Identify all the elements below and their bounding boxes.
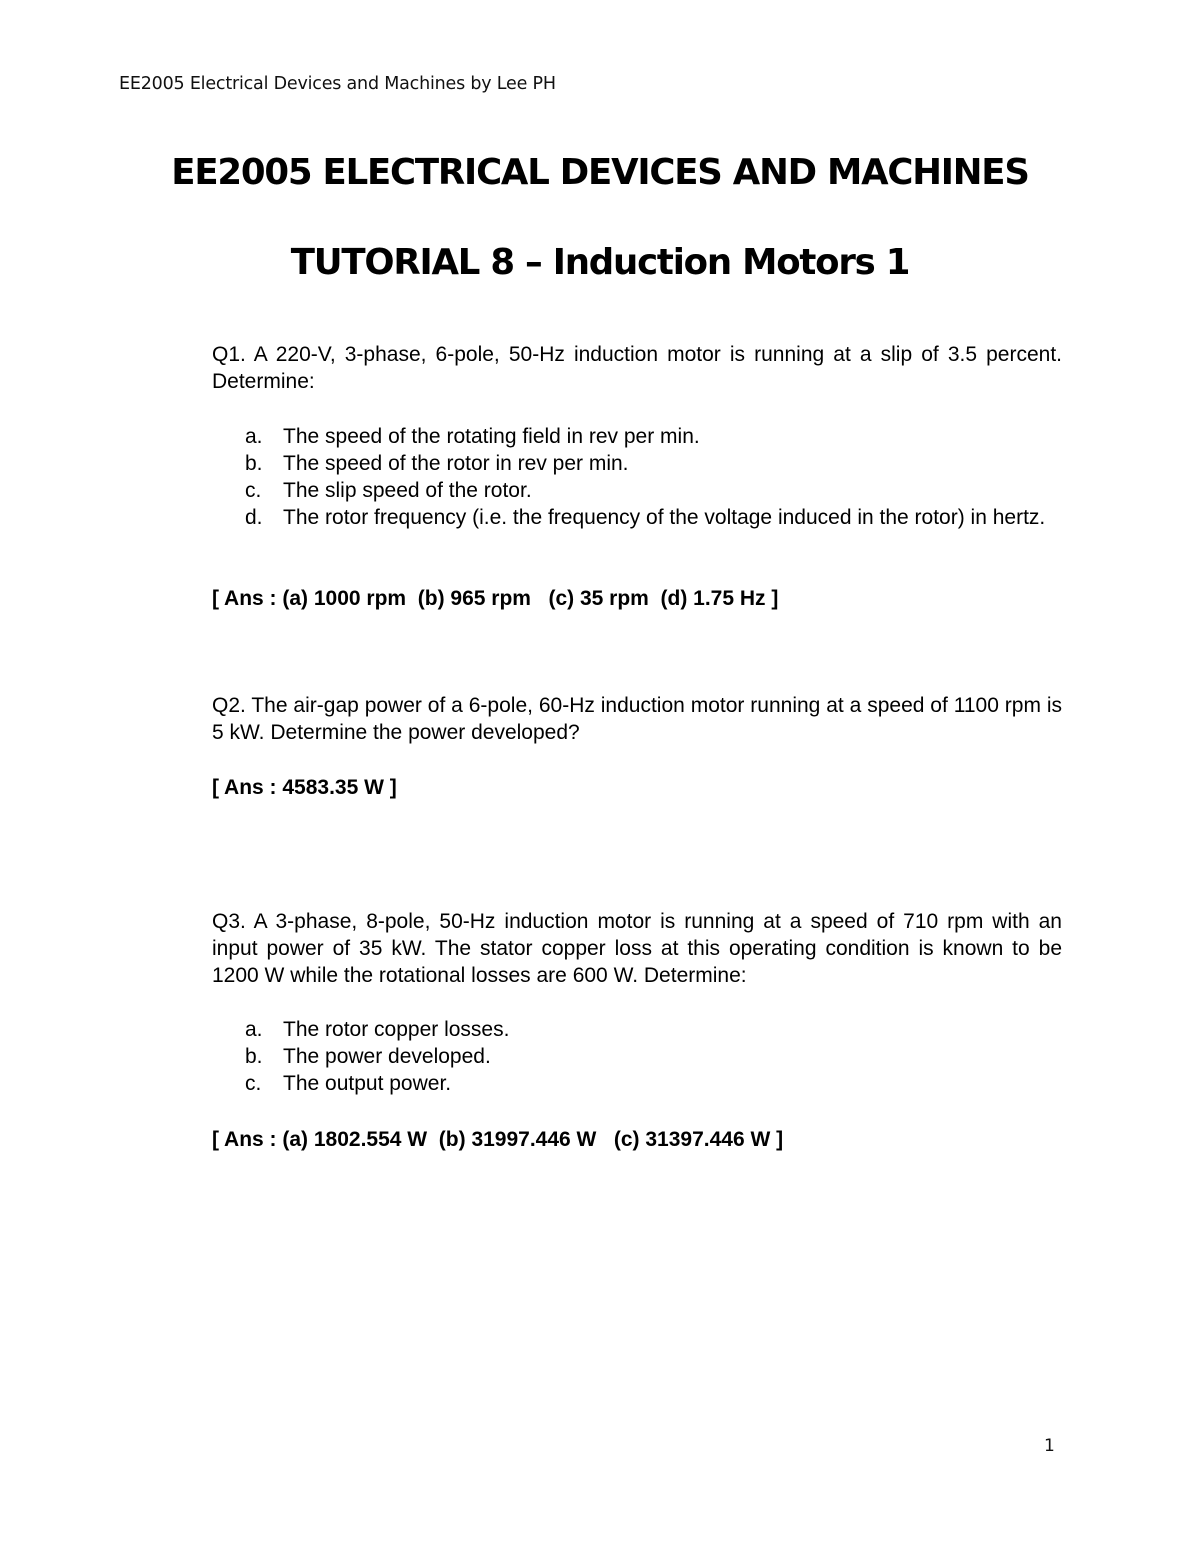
question-3-text: Q3. A 3-phase, 8-pole, 50-Hz induction motor is running at a speed of 710 rpm with an input power of 35 kW. The stator copper loss at this operating condition is known to be 1200 W while the rotational losses are 600 W. Determine: xyxy=(212,910,1062,987)
list-marker: a. xyxy=(245,425,263,448)
list-item xyxy=(245,450,1075,477)
question-1-text: Q1. A 220-V, 3-phase, 6-pole, 50-Hz induction motor is running at a slip of 3.5 percent. Determine: xyxy=(212,343,1062,393)
list-item xyxy=(245,1043,1075,1070)
answer-2: [ Ans : 4583.35 W ] xyxy=(212,776,397,799)
list-item xyxy=(245,423,1075,450)
list-item xyxy=(245,1070,1075,1097)
tutorial-subtitle: TUTORIAL 8 – Induction Motors 1 xyxy=(290,242,910,283)
list-item xyxy=(245,504,1075,531)
list-marker: b. xyxy=(245,1045,263,1068)
question-1-parts xyxy=(245,423,1075,531)
list-item-text: The speed of the rotor in rev per min. xyxy=(283,452,629,475)
list-item xyxy=(245,1016,1075,1043)
list-item-text: The speed of the rotating field in rev per min. xyxy=(283,425,700,448)
question-3-parts xyxy=(245,1016,1075,1097)
list-item xyxy=(245,477,1075,504)
list-marker: c. xyxy=(245,1072,262,1095)
answer-3: [ Ans : (a) 1802.554 W (b) 31997.446 W (c) 31397.446 W ] xyxy=(212,1128,784,1151)
page-number: 1 xyxy=(1044,1436,1055,1456)
list-item-text: The slip speed of the rotor. xyxy=(283,479,532,502)
list-item-text: The rotor frequency (i.e. the frequency of the voltage induced in the rotor) in hertz. xyxy=(283,506,1046,529)
running-header: EE2005 Electrical Devices and Machines by Lee PH xyxy=(119,74,556,94)
list-item-text: The output power. xyxy=(283,1072,452,1095)
question-2-text: Q2. The air-gap power of a 6-pole, 60-Hz induction motor running at a speed of 1100 rpm is 5 kW. Determine the power developed? xyxy=(212,694,1062,744)
answer-1: [ Ans : (a) 1000 rpm (b) 965 rpm (c) 35 rpm (d) 1.75 Hz ] xyxy=(212,587,779,610)
list-item-text: The power developed. xyxy=(283,1045,491,1068)
list-item-text: The rotor copper losses. xyxy=(283,1018,510,1041)
list-marker: a. xyxy=(245,1018,263,1041)
list-marker: c. xyxy=(245,479,262,502)
document-title: EE2005 ELECTRICAL DEVICES AND MACHINES xyxy=(171,152,1029,193)
list-marker: d. xyxy=(245,506,263,529)
list-marker: b. xyxy=(245,452,263,475)
